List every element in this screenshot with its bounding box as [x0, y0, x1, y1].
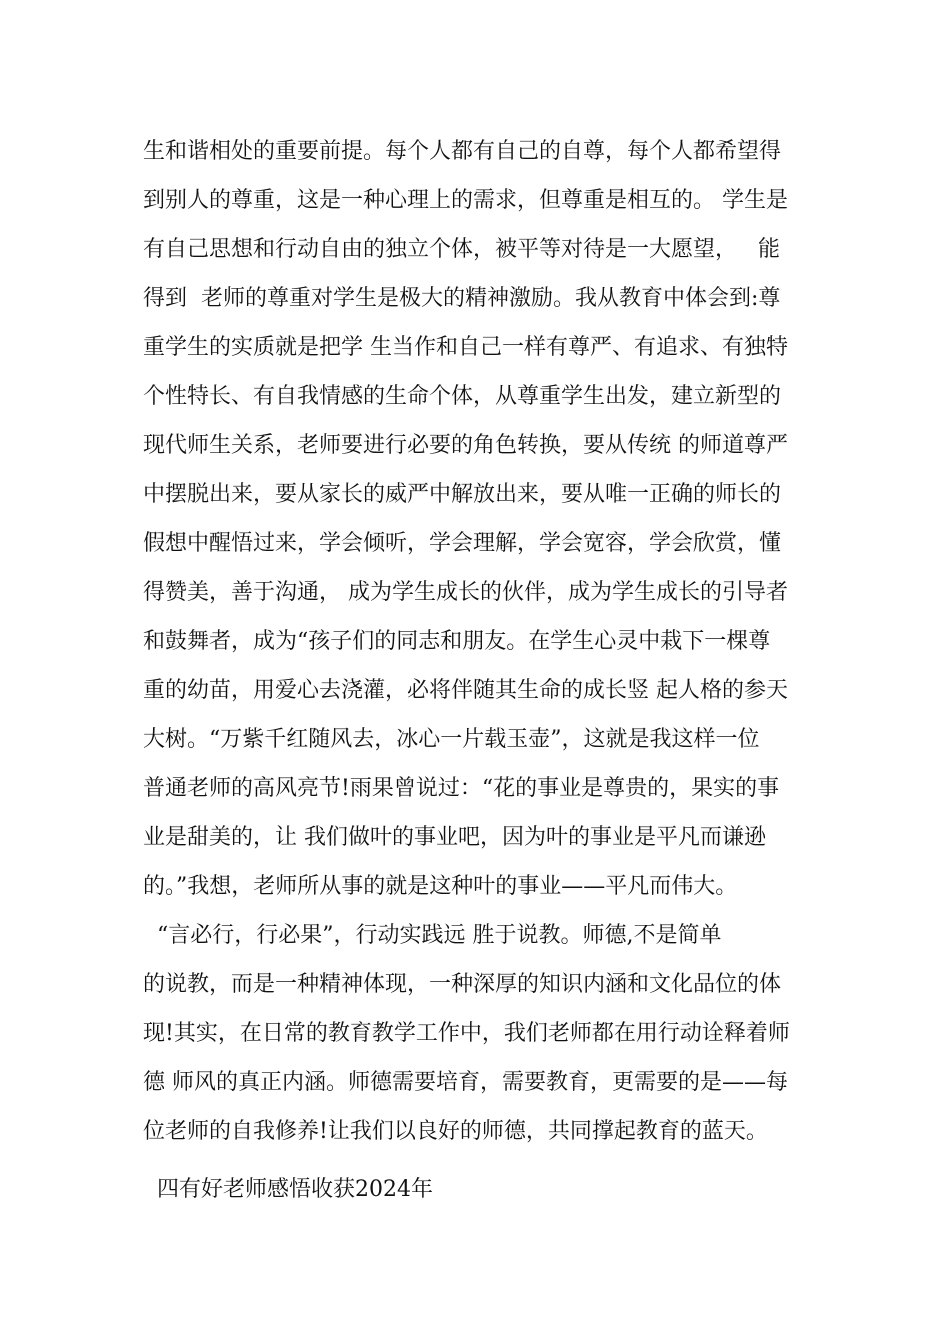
text-line: 重学生的实质就是把学 生当作和自己一样有尊严、有追求、有独特 [143, 335, 788, 360]
text-line: 位老师的自我修养!让我们以良好的师德，共同撑起教育的蓝天。 [143, 1119, 768, 1144]
section-heading: 四有好老师感悟收获2024年 [143, 1177, 433, 1202]
text-line: 业是甜美的，让 我们做叶的事业吧，因为叶的事业是平凡而谦逊 [143, 825, 766, 850]
text-line: 和鼓舞者，成为“孩子们的同志和朋友。在学生心灵中栽下一棵尊 [143, 629, 771, 654]
text-line: 得到 老师的尊重对学生是极大的精神激励。我从教育中体会到:尊 [143, 286, 781, 311]
text-line: 现代师生关系，老师要进行必要的角色转换，要从传统 的师道尊严 [143, 433, 788, 458]
text-line: 中摆脱出来，要从家长的威严中解放出来，要从唯一正确的师长的 [143, 482, 782, 507]
text-line: 现!其实，在日常的教育教学工作中，我们老师都在用行动诠释着师 [143, 1021, 790, 1046]
text-line: “言必行，行必果”，行动实践远 胜于说教。师德,不是简单 [143, 923, 722, 948]
text-line: 到别人的尊重，这是一种心理上的需求，但尊重是相互的。 学生是 [143, 188, 788, 213]
text-line: 假想中醒悟过来，学会倾听，学会理解，学会宽容，学会欣赏，懂 [143, 531, 782, 556]
text-line: 生和谐相处的重要前提。每个人都有自己的自尊，每个人都希望得 [143, 139, 782, 164]
text-line: 大树。“万紫千红随风去，冰心一片载玉壶”，这就是我这样一位 [143, 727, 760, 752]
text-line: 得赞美，善于沟通， 成为学生成长的伙伴，成为学生成长的引导者 [143, 580, 788, 605]
text-line: 的。”我想，老师所从事的就是这种叶的事业——平凡而伟大。 [143, 874, 738, 899]
text-line: 重的幼苗，用爱心去浇灌，必将伴随其生命的成长竖 起人格的参天 [143, 678, 788, 703]
text-line: 的说教，而是一种精神体现，一种深厚的知识内涵和文化品位的体 [143, 972, 782, 997]
text-line: 普通老师的高风亮节!雨果曾说过：“花的事业是尊贵的，果实的事 [143, 776, 780, 801]
text-line: 个性特长、有自我情感的生命个体，从尊重学生出发，建立新型的 [143, 384, 782, 409]
text-line: 德 师风的真正内涵。师德需要培育，需要教育，更需要的是——每 [143, 1070, 788, 1095]
text-line: 有自己思想和行动自由的独立个体，被平等对待是一大愿望， 能 [143, 237, 780, 262]
